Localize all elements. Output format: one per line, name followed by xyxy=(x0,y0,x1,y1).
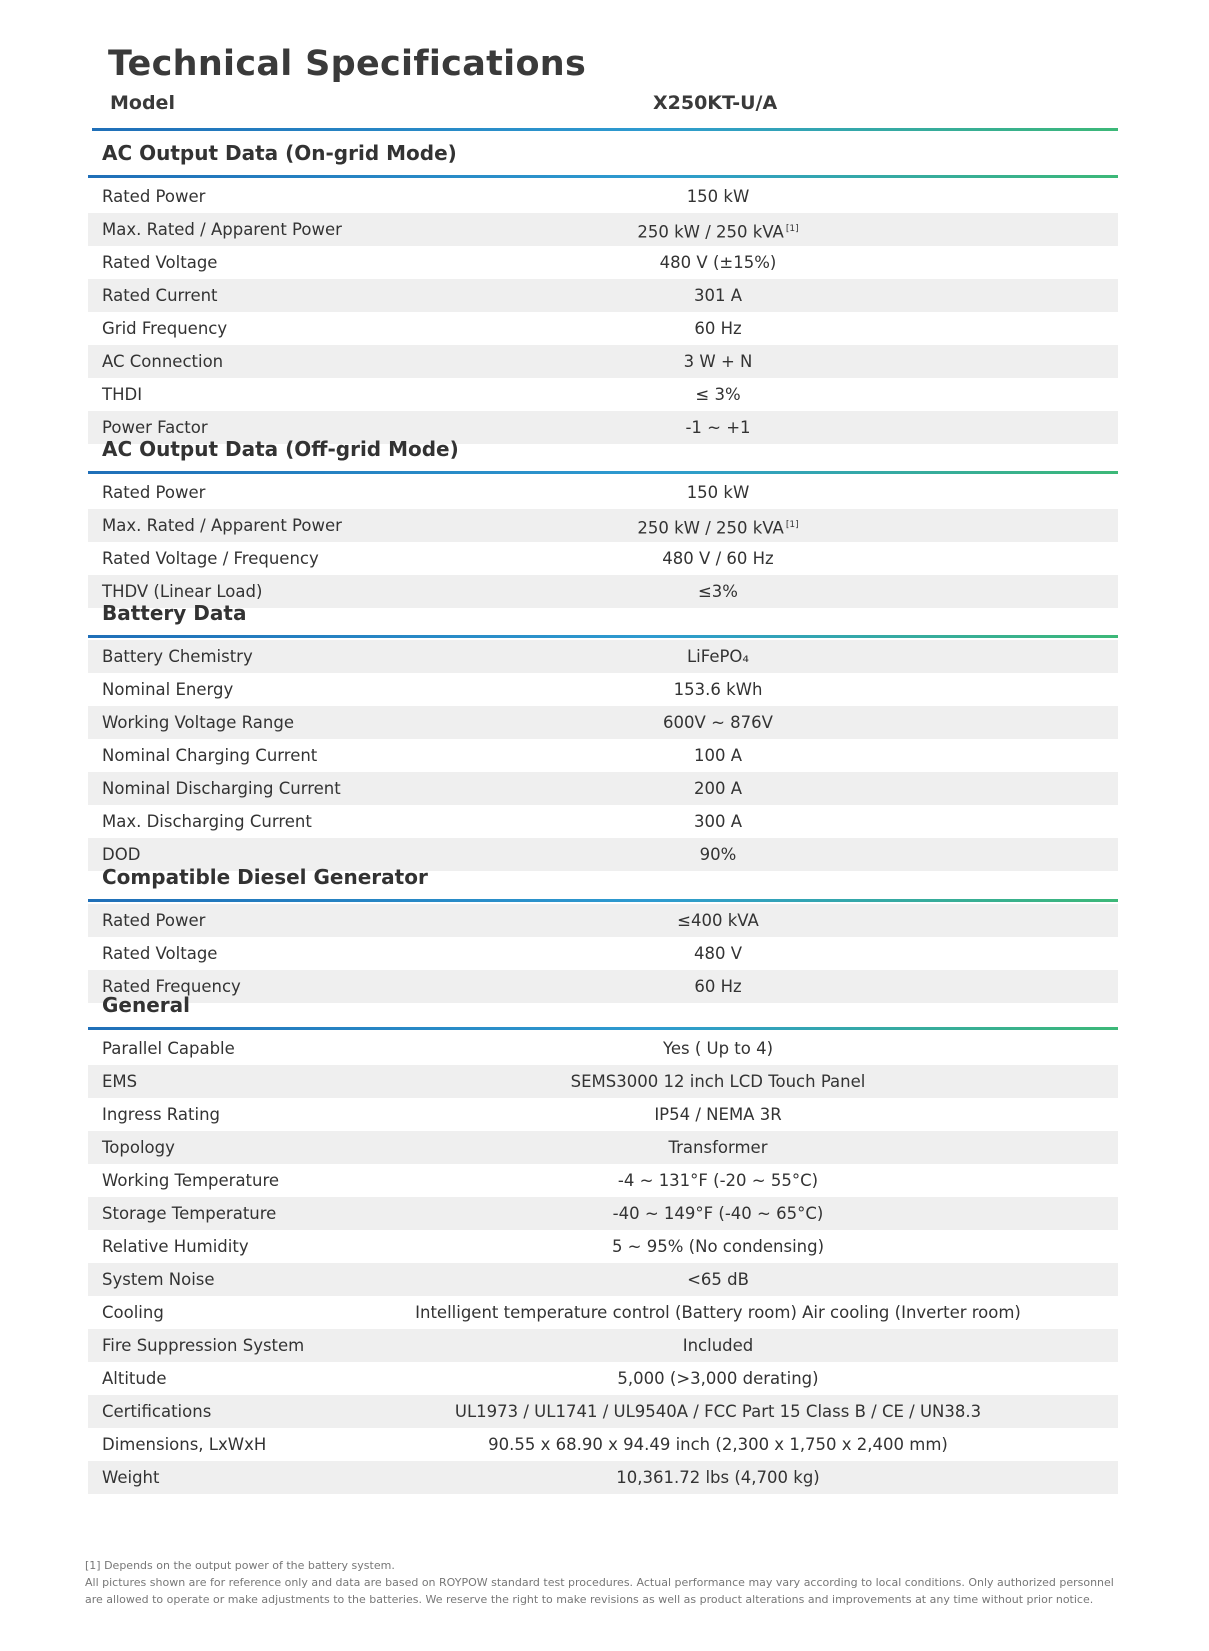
spec-value-text: 153.6 kWh xyxy=(673,680,763,699)
spec-value-text: -1 ~ +1 xyxy=(685,418,751,437)
spec-value xyxy=(318,1263,1118,1296)
spec-label: Relative Humidity xyxy=(102,1237,249,1256)
spec-label: Max. Rated / Apparent Power xyxy=(102,220,342,239)
spec-label: Rated Power xyxy=(102,911,206,930)
spec-value xyxy=(318,640,1118,673)
spec-value xyxy=(318,1032,1118,1065)
spec-value xyxy=(318,1131,1118,1164)
spec-row xyxy=(88,312,1118,345)
spec-row xyxy=(88,937,1118,970)
spec-value-text: Included xyxy=(682,1336,754,1355)
model-value: X250KT-U/A xyxy=(653,92,778,114)
spec-section xyxy=(88,428,1118,608)
spec-value-text: 600V ~ 876V xyxy=(663,713,773,732)
spec-value xyxy=(318,1098,1118,1131)
section-divider xyxy=(88,635,1118,638)
section-title: General xyxy=(102,993,190,1017)
spec-label: Rated Power xyxy=(102,483,206,502)
spec-row xyxy=(88,1197,1118,1230)
spec-value-text: 150 kW xyxy=(686,483,750,502)
spec-value-text: 5,000 (>3,000 derating) xyxy=(617,1369,819,1388)
spec-value xyxy=(318,1230,1118,1263)
spec-label: Parallel Capable xyxy=(102,1039,235,1058)
spec-label: THDV (Linear Load) xyxy=(102,582,263,601)
spec-label: Max. Rated / Apparent Power xyxy=(102,516,342,535)
spec-value-text: 60 Hz xyxy=(694,319,742,338)
spec-value-text: ≤ 3% xyxy=(695,385,741,404)
spec-label: Certifications xyxy=(102,1402,212,1421)
spec-value-text: ≤400 kVA xyxy=(677,911,759,930)
spec-value xyxy=(318,1395,1118,1428)
spec-row xyxy=(88,706,1118,739)
spec-value xyxy=(318,476,1118,509)
spec-value xyxy=(318,312,1118,345)
spec-row xyxy=(88,1230,1118,1263)
section-divider xyxy=(88,471,1118,474)
spec-value xyxy=(318,739,1118,772)
spec-row xyxy=(88,1329,1118,1362)
spec-row xyxy=(88,739,1118,772)
spec-section xyxy=(88,592,1118,871)
spec-row xyxy=(88,542,1118,575)
spec-row xyxy=(88,1032,1118,1065)
spec-value-text: <65 dB xyxy=(687,1270,749,1289)
spec-value xyxy=(318,180,1118,213)
spec-label: Working Voltage Range xyxy=(102,713,294,732)
spec-label: AC Connection xyxy=(102,352,224,371)
spec-row xyxy=(88,1263,1118,1296)
spec-value xyxy=(318,1296,1118,1329)
spec-label: Max. Discharging Current xyxy=(102,812,312,831)
spec-value-text: 301 A xyxy=(693,286,743,305)
spec-row xyxy=(88,1131,1118,1164)
spec-value xyxy=(318,378,1118,411)
spec-value xyxy=(318,1329,1118,1362)
spec-value-text: LiFePO₄ xyxy=(686,647,750,666)
spec-row xyxy=(88,1362,1118,1395)
spec-value xyxy=(318,805,1118,838)
spec-label: Rated Voltage xyxy=(102,253,218,272)
spec-section xyxy=(88,856,1118,1003)
spec-value-text: 90.55 x 68.90 x 94.49 inch (2,300 x 1,750 x 2,400 mm) xyxy=(488,1435,948,1454)
spec-row xyxy=(88,1164,1118,1197)
spec-value-text: Intelligent temperature control (Battery room) Air cooling (Inverter room) xyxy=(415,1303,1021,1322)
spec-value-text: ≤3% xyxy=(697,582,738,601)
spec-value xyxy=(318,1461,1118,1494)
spec-value xyxy=(318,772,1118,805)
footnote-marker: [1] xyxy=(785,520,799,530)
spec-row xyxy=(88,509,1118,542)
spec-label: Rated Power xyxy=(102,187,206,206)
spec-row xyxy=(88,180,1118,213)
spec-value xyxy=(318,542,1118,575)
spec-row xyxy=(88,772,1118,805)
spec-value-text: 480 V / 60 Hz xyxy=(662,549,774,568)
spec-label: THDI xyxy=(102,385,143,404)
spec-row xyxy=(88,1428,1118,1461)
spec-value-text: Yes ( Up to 4) xyxy=(662,1039,774,1058)
section-divider xyxy=(88,1027,1118,1030)
spec-value-text: 200 A xyxy=(693,779,743,798)
spec-value xyxy=(318,673,1118,706)
model-divider xyxy=(92,128,1118,131)
spec-value-text: 300 A xyxy=(693,812,743,831)
spec-row xyxy=(88,1098,1118,1131)
footnote-disclaimer: All pictures shown are for reference only and data are based on ROYPOW standard test procedures. Actual performance may vary according to local conditions. Only authorized personnel are allowed to operate or make adjustments to the batteries. We reserve the right to make revisions as well as product alterations and improvements at any time without prior notice. xyxy=(85,1576,1114,1606)
spec-row xyxy=(88,640,1118,673)
spec-value xyxy=(318,1428,1118,1461)
spec-label: Battery Chemistry xyxy=(102,647,253,666)
spec-label: Rated Voltage / Frequency xyxy=(102,549,319,568)
spec-label: Nominal Charging Current xyxy=(102,746,318,765)
section-title: Compatible Diesel Generator xyxy=(102,865,428,889)
spec-value xyxy=(318,937,1118,970)
section-title: AC Output Data (On-grid Mode) xyxy=(102,141,457,165)
spec-label: Storage Temperature xyxy=(102,1204,277,1223)
spec-value-text: 5 ~ 95% (No condensing) xyxy=(611,1237,825,1256)
spec-label: Altitude xyxy=(102,1369,167,1388)
section-title: AC Output Data (Off-grid Mode) xyxy=(102,437,459,461)
model-row xyxy=(110,92,1110,122)
spec-label: EMS xyxy=(102,1072,138,1091)
spec-row xyxy=(88,1395,1118,1428)
footnote-marker: [1] xyxy=(785,224,799,234)
spec-section xyxy=(88,984,1118,1494)
spec-value-text: 100 A xyxy=(693,746,743,765)
spec-label: Rated Current xyxy=(102,286,218,305)
spec-row xyxy=(88,378,1118,411)
spec-label: Topology xyxy=(102,1138,175,1157)
spec-section xyxy=(88,132,1118,444)
spec-value-text: -4 ~ 131°F (-20 ~ 55°C) xyxy=(617,1171,819,1190)
spec-value xyxy=(318,706,1118,739)
spec-value xyxy=(318,1164,1118,1197)
spec-value-text: -40 ~ 149°F (-40 ~ 65°C) xyxy=(612,1204,824,1223)
spec-row xyxy=(88,246,1118,279)
spec-label: Working Temperature xyxy=(102,1171,280,1190)
spec-value-text: 150 kW xyxy=(686,187,750,206)
spec-row xyxy=(88,213,1118,246)
footnotes xyxy=(85,1557,1125,1608)
spec-value-text: 480 V xyxy=(693,944,743,963)
spec-value-text: 250 kW / 250 kVA xyxy=(637,518,784,538)
spec-row xyxy=(88,476,1118,509)
spec-row xyxy=(88,1065,1118,1098)
spec-label: Nominal Energy xyxy=(102,680,234,699)
spec-label: Ingress Rating xyxy=(102,1105,221,1124)
spec-value-text: Transformer xyxy=(668,1138,768,1157)
spec-row xyxy=(88,805,1118,838)
spec-value-text: 250 kW / 250 kVA xyxy=(637,222,784,242)
spec-row xyxy=(88,904,1118,937)
section-divider xyxy=(88,175,1118,178)
spec-value-text: 10,361.72 lbs (4,700 kg) xyxy=(616,1468,820,1487)
spec-value xyxy=(318,509,1118,545)
spec-value-text: 480 V (±15%) xyxy=(659,253,777,272)
spec-value xyxy=(318,345,1118,378)
spec-label: Nominal Discharging Current xyxy=(102,779,341,798)
spec-label: Grid Frequency xyxy=(102,319,228,338)
spec-label: Power Factor xyxy=(102,418,208,437)
spec-label: Dimensions, LxWxH xyxy=(102,1435,267,1454)
spec-label: Weight xyxy=(102,1468,160,1487)
spec-label: Rated Frequency xyxy=(102,977,241,996)
page-title: Technical Specifications xyxy=(108,44,587,84)
spec-value xyxy=(318,213,1118,249)
spec-value xyxy=(318,904,1118,937)
footnote-1: [1] Depends on the output power of the battery system. xyxy=(85,1559,395,1572)
spec-value-text: SEMS3000 12 inch LCD Touch Panel xyxy=(570,1072,866,1091)
spec-value-text: 60 Hz xyxy=(694,977,742,996)
spec-row xyxy=(88,345,1118,378)
spec-value xyxy=(318,1065,1118,1098)
spec-value xyxy=(318,279,1118,312)
spec-value-text: 3 W + N xyxy=(683,352,753,371)
spec-row xyxy=(88,1296,1118,1329)
spec-value xyxy=(318,1197,1118,1230)
spec-row xyxy=(88,1461,1118,1494)
section-divider xyxy=(88,899,1118,902)
spec-value-text: IP54 / NEMA 3R xyxy=(654,1105,782,1124)
spec-row xyxy=(88,279,1118,312)
spec-label: Rated Voltage xyxy=(102,944,218,963)
section-title: Battery Data xyxy=(102,601,247,625)
spec-value-text: 90% xyxy=(699,845,737,864)
spec-label: Cooling xyxy=(102,1303,164,1322)
spec-label: DOD xyxy=(102,845,141,864)
spec-value xyxy=(318,1362,1118,1395)
spec-row xyxy=(88,673,1118,706)
spec-value xyxy=(318,246,1118,279)
spec-label: System Noise xyxy=(102,1270,215,1289)
spec-label: Fire Suppression System xyxy=(102,1336,305,1355)
model-label: Model xyxy=(110,92,175,114)
spec-value-text: UL1973 / UL1741 / UL9540A / FCC Part 15 Class B / CE / UN38.3 xyxy=(454,1402,982,1421)
